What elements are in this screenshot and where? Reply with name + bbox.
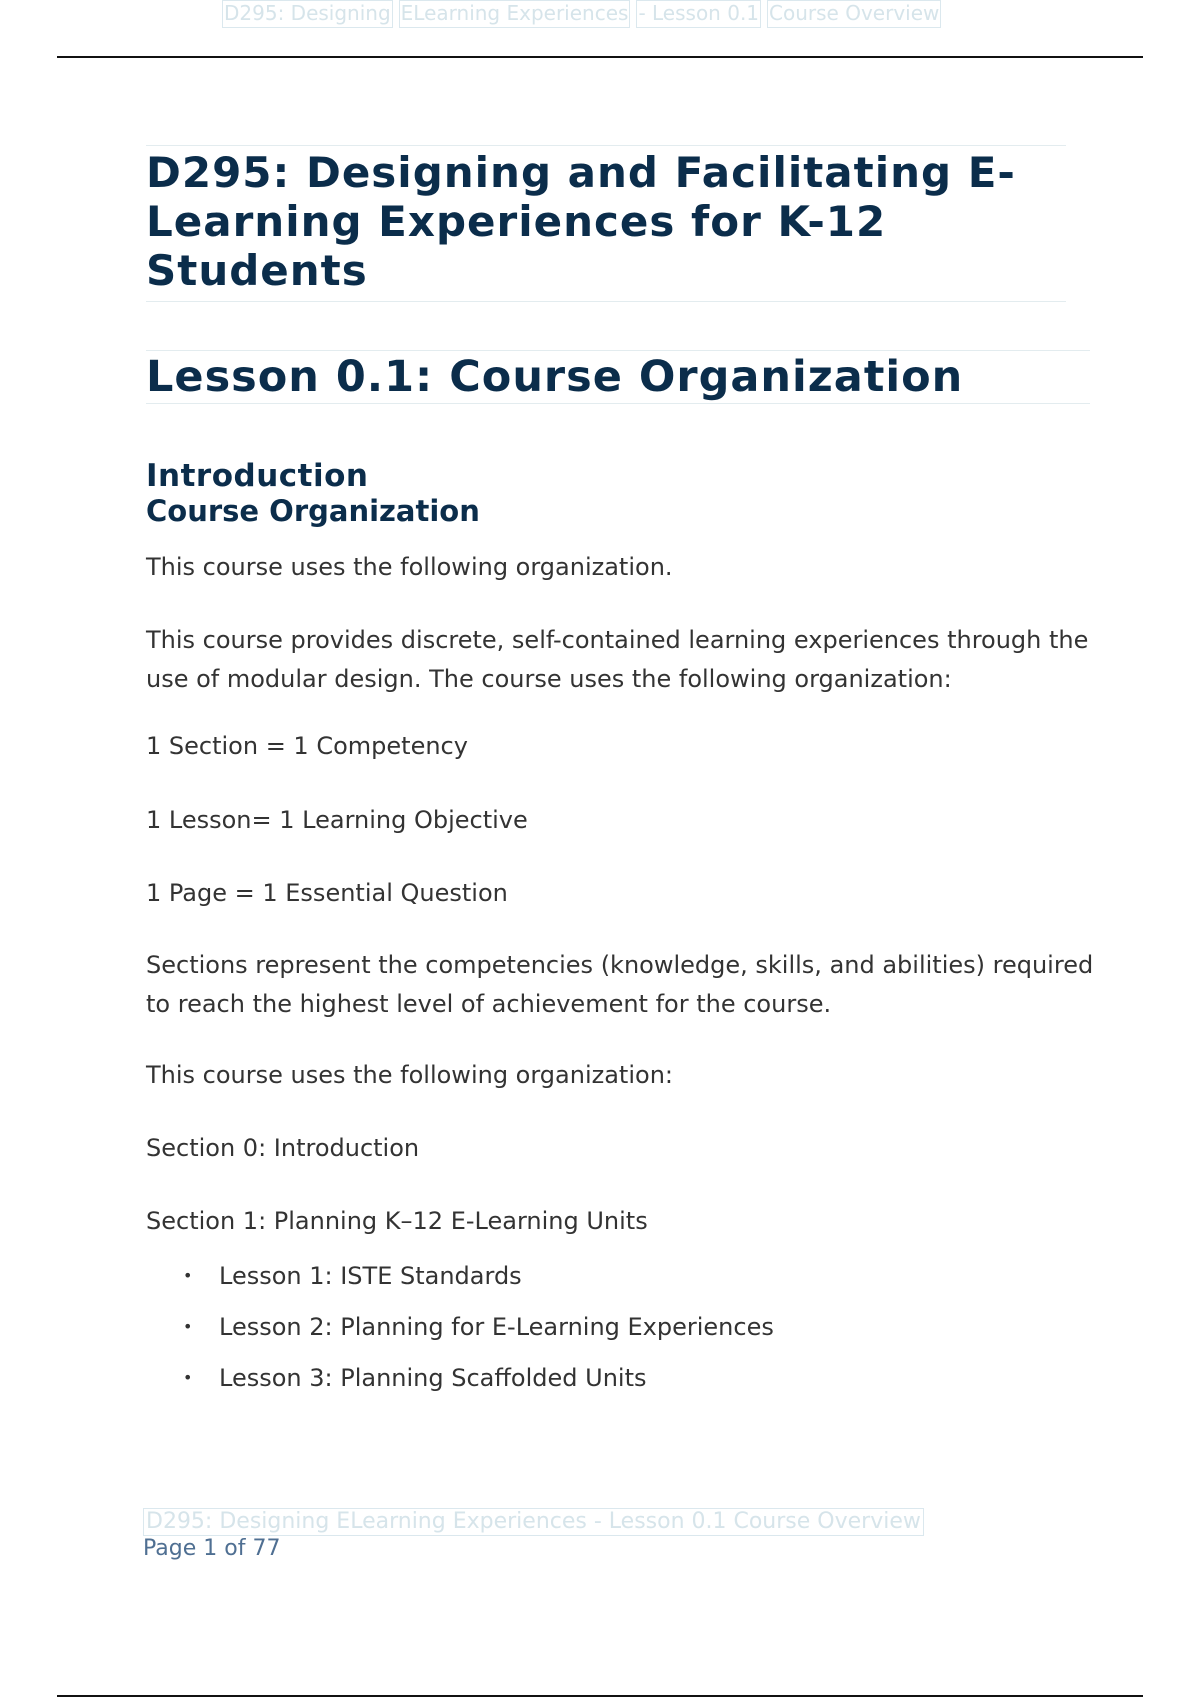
bullet-icon: • [183, 1317, 193, 1336]
paragraph: This course provides discrete, self-contained learning experiences through the use of modular design. The course uses the following organization: [146, 626, 1089, 693]
footer-divider [57, 1695, 1143, 1697]
section-subheading: Course Organization [146, 494, 480, 528]
bullet-icon: • [183, 1266, 193, 1285]
section-1-label: Section 1: Planning K–12 E-Learning Units [146, 1207, 648, 1235]
page-content [146, 145, 1096, 1414]
lesson-title: Lesson 0.1: Course Organization [146, 350, 1090, 404]
header-watermark-part: - Lesson 0.1 [636, 0, 761, 28]
section-heading: Introduction [146, 458, 369, 494]
paragraph: Sections represent the competencies (knowledge, skills, and abilities) required to reach the highest level of achievement for the course. [146, 951, 1094, 1018]
list-item [183, 1261, 1096, 1291]
org-rule-lesson: 1 Lesson= 1 Learning Objective [146, 806, 528, 834]
header-watermark-part: Course Overview [767, 0, 941, 28]
lesson-list [146, 1261, 1096, 1393]
list-item [183, 1312, 1096, 1342]
header-divider [57, 56, 1143, 58]
list-item [183, 1363, 1096, 1393]
header-watermark-part: ELearning Experiences [399, 0, 631, 28]
footer-watermark: D295: Designing ELearning Experiences - Lesson 0.1 Course Overview [143, 1508, 924, 1536]
section-0-label: Section 0: Introduction [146, 1134, 420, 1162]
paragraph: This course uses the following organization: [146, 1061, 673, 1089]
lesson-item-label: Lesson 3: Planning Scaffolded Units [219, 1364, 647, 1392]
lesson-item-label: Lesson 2: Planning for E-Learning Experiences [219, 1313, 774, 1341]
page-number: Page 1 of 77 [143, 1536, 281, 1561]
org-rule-page: 1 Page = 1 Essential Question [146, 879, 508, 907]
bullet-icon: • [183, 1368, 193, 1387]
paragraph: This course uses the following organization. [146, 553, 673, 581]
header-watermark-part: D295: Designing [222, 0, 393, 28]
course-title: D295: Designing and Facilitating E- Learning Experiences for K-12 Students [146, 145, 1066, 302]
header-watermark [222, 0, 941, 28]
lesson-item-label: Lesson 1: ISTE Standards [219, 1262, 522, 1290]
org-rule-section: 1 Section = 1 Competency [146, 732, 468, 760]
